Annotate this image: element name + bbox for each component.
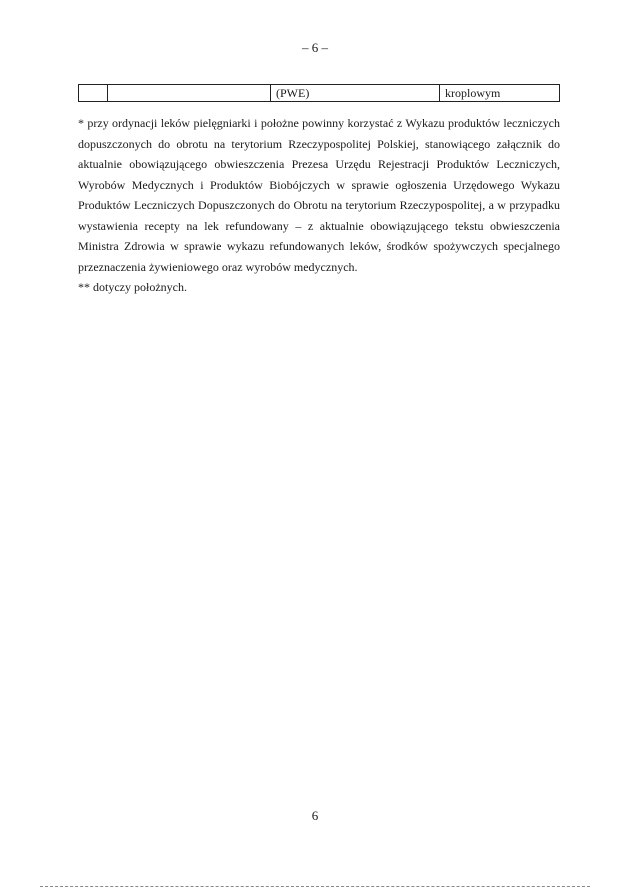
page-number: 6: [311, 808, 319, 823]
table-cell-blank: [108, 85, 271, 102]
table-cell-kroplowym: kroplowym: [440, 85, 560, 102]
scan-edge-line: [40, 886, 590, 887]
footnote-asterisk: * przy ordynacji leków pielęgniarki i położne powinny korzystać z Wykazu produktów leczniczych dopuszczonych do obrotu na terytorium Rzeczypospolitej Polskiej, stanowiącego załącznik do aktualnie obowiązującego obwieszczenia Prezesa Urzędu Rejestracji Produktów Leczniczych, Wyrobów Medycznych i Produktów Biobójczych w sprawie ogłoszenia Urzędowego Wykazu Produktów Leczniczych Dopuszczonych do Obrotu na terytorium Rzeczypospolitej, a w przypadku wystawienia recepty na lek refundowany – z aktualnie obowiązującego tekstu obwieszczenia Ministra Zdrowia w sprawie wykazu refundowanych leków, środków spożywczych specjalnego przeznaczenia żywieniowego oraz wyrobów medycznych.: [78, 116, 560, 274]
table-cell-lp: [79, 85, 108, 102]
footnote-double-asterisk: ** dotyczy położnych.: [78, 280, 187, 294]
table-cell-pwe: (PWE): [271, 85, 440, 102]
footnotes: [78, 113, 560, 298]
table-row: [79, 85, 560, 102]
table-fragment: [78, 84, 560, 102]
page-header: – 6 –: [302, 40, 328, 55]
